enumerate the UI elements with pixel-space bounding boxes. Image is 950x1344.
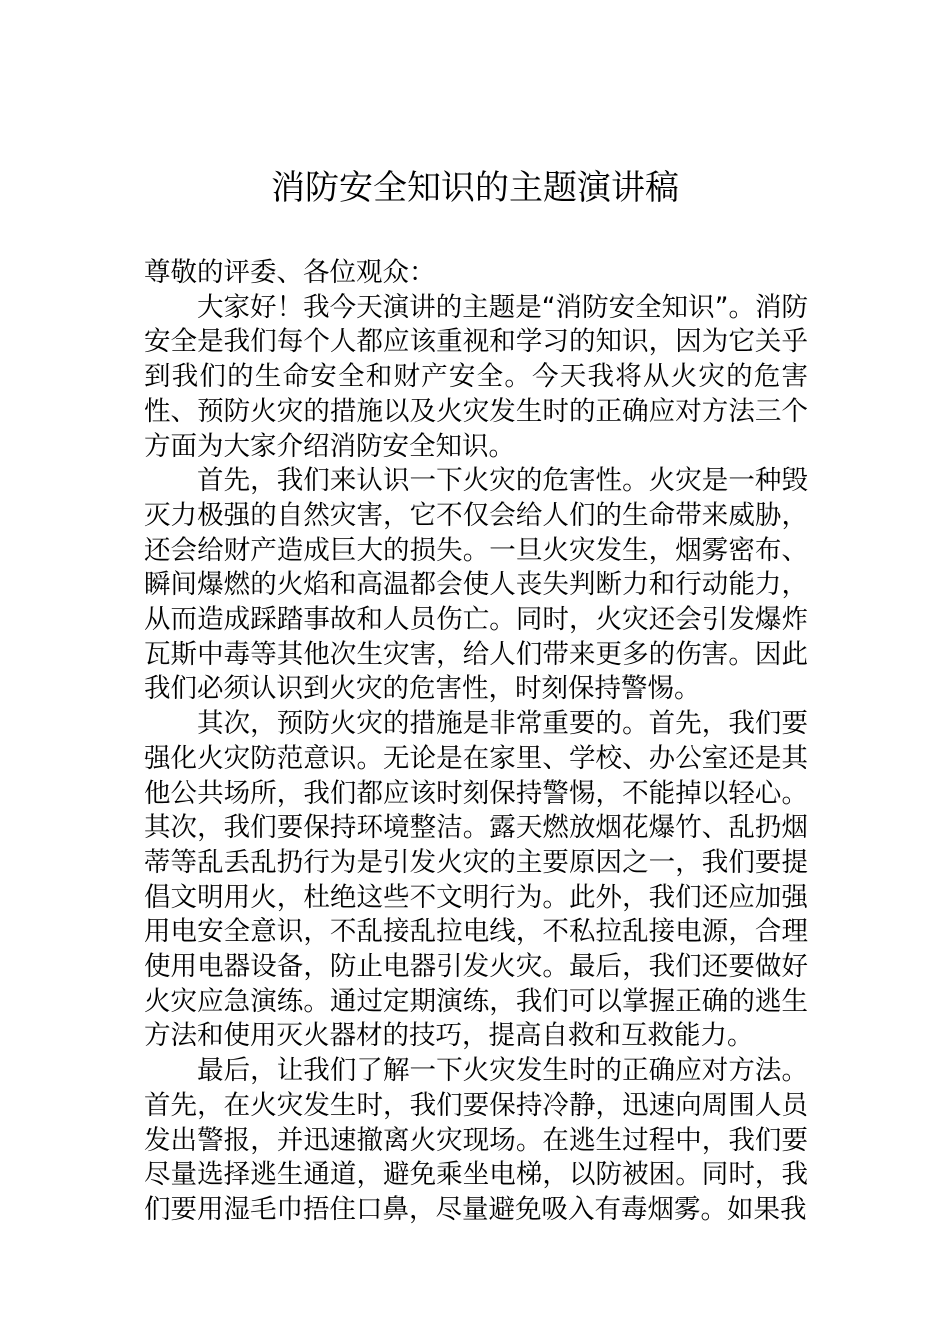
document-title: 消防安全知识的主题演讲稿 <box>271 168 679 208</box>
salutation: 尊敬的评委、各位观众： <box>144 257 436 288</box>
document-body <box>144 256 808 1228</box>
paragraph-hazards: 首先，我们来认识一下火灾的危害性。火灾是一种毁灭力极强的自然灾害，它不仅会给人们的生命带来威胁，还会给财产造成巨大的损失。一旦火灾发生，烟雾密布、瞬间爆燃的火焰和高温都会使人丧失判断力和行动能力，从而造成踩踏事故和人员伤亡。同时，火灾还会引发爆炸瓦斯中毒等其他次生灾害，给人们带来更多的伤害。因此我们必须认识到火灾的危害性，时刻保持警惕。 <box>144 465 808 705</box>
paragraph-intro: 大家好！我今天演讲的主题是“消防安全知识”。消防安全是我们每个人都应该重视和学习的知识，因为它关乎到我们的生命安全和财产安全。今天我将从火灾的危害性、预防火灾的措施以及火灾发生时的正确应对方法三个方面为大家介绍消防安全知识。 <box>144 291 808 462</box>
paragraph-response: 最后，让我们了解一下火灾发生时的正确应对方法。首先，在火灾发生时，我们要保持冷静，迅速向周围人员发出警报，并迅速撤离火灾现场。在逃生过程中，我们要尽量选择逃生通道，避免乘坐电梯，以防被困。同时，我们要用湿毛巾捂住口鼻，尽量避免吸入有毒烟雾。如果我 <box>144 1055 808 1225</box>
paragraph-prevention: 其次，预防火灾的措施是非常重要的。首先，我们要强化火灾防范意识。无论是在家里、学校、办公室还是其他公共场所，我们都应该时刻保持警惕，不能掉以轻心。其次，我们要保持环境整洁。露天燃放烟花爆竹、乱扔烟蒂等乱丢乱扔行为是引发火灾的主要原因之一，我们要提倡文明用火，杜绝这些不文明行为。此外，我们还应加强用电安全意识，不乱接乱拉电线，不私拉乱接电源，合理使用电器设备，防止电器引发火灾。最后，我们还要做好火灾应急演练。通过定期演练，我们可以掌握正确的逃生方法和使用灭火器材的技巧，提高自救和互救能力。 <box>144 708 808 1052</box>
